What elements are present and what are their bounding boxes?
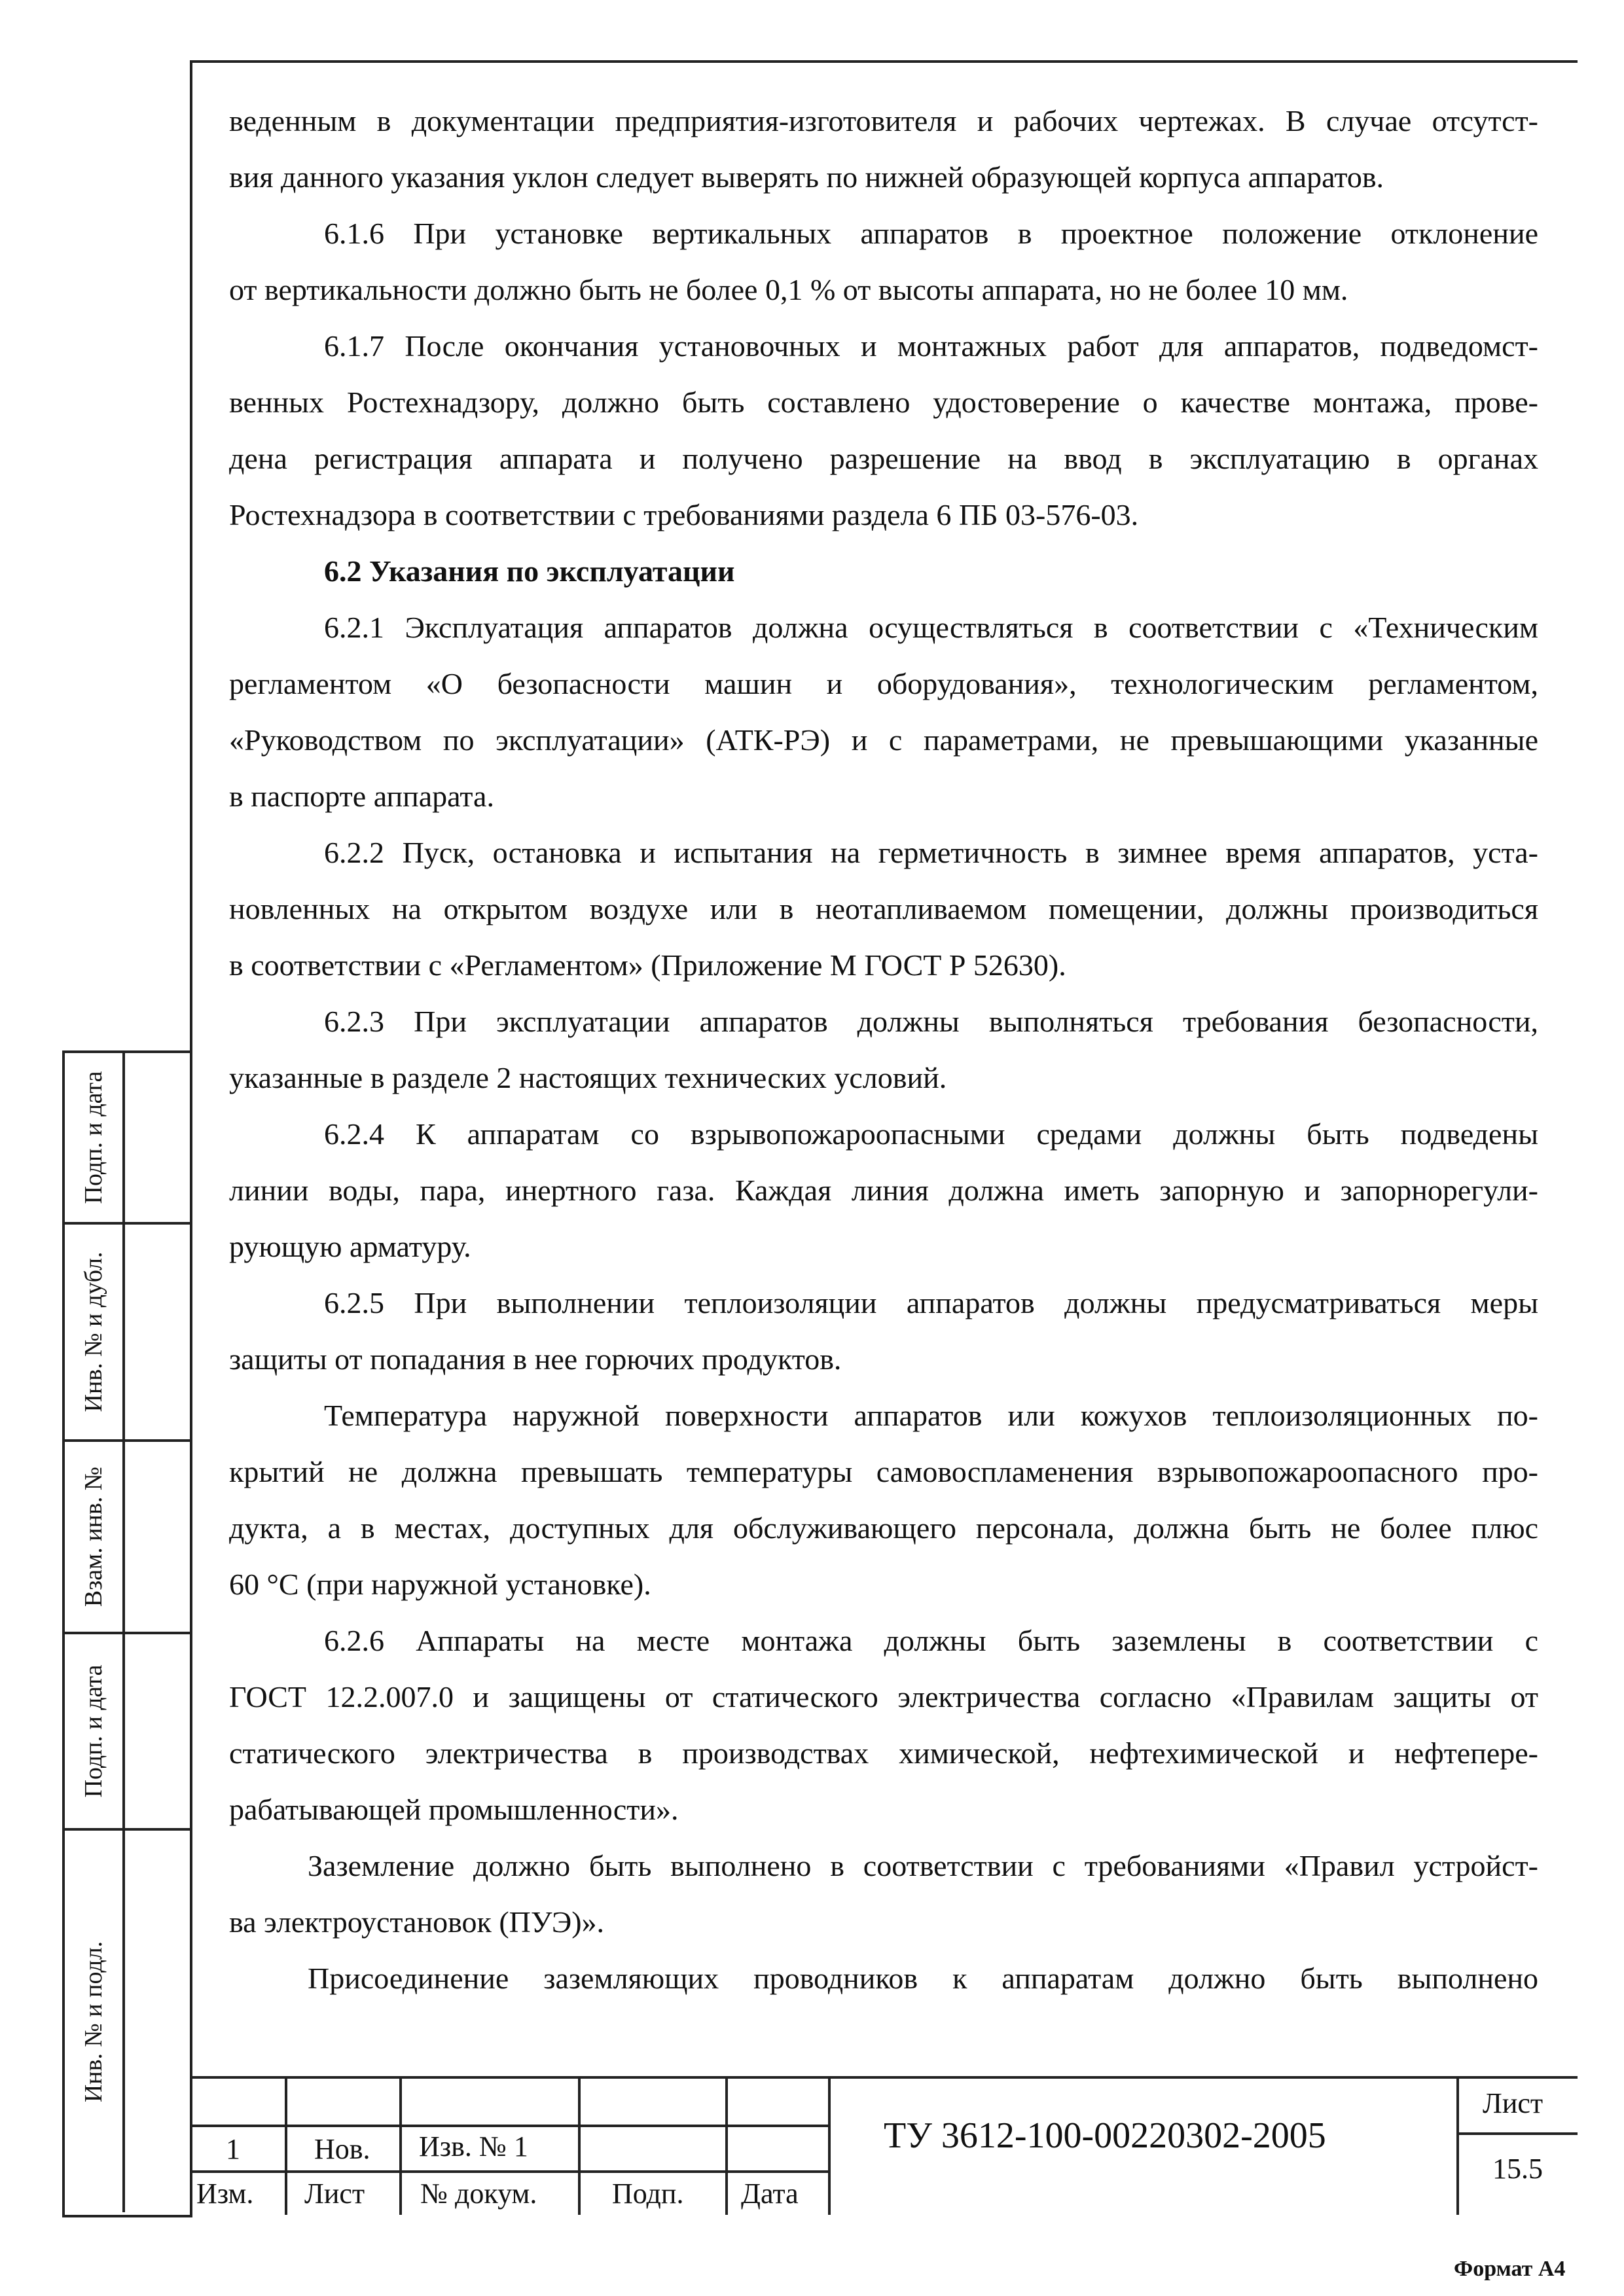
- col-label-change: Изм.: [196, 2178, 254, 2210]
- text-line: указанные в разделе 2 настоящих технических условий.: [229, 1061, 947, 1094]
- text-line: веденным в документации предприятия-изготовителя и рабочих чертежах. В случае отсутст-: [229, 104, 1538, 137]
- revision-sheet: Нов.: [314, 2133, 370, 2165]
- text-line: 6.2.3 При эксплуатации аппаратов должны выполняться требования безопасности,: [324, 1005, 1538, 1038]
- text-line: ГОСТ 12.2.007.0 и защищены от статического электричества согласно «Правилам защиты от: [229, 1680, 1538, 1713]
- side-cell-replace-inv: [65, 1442, 192, 1634]
- side-label: Подп. и дата: [80, 1664, 107, 1798]
- side-label: Взам. инв. №: [80, 1466, 107, 1607]
- text-line: защиты от попадания в нее горючих продуктов.: [229, 1342, 842, 1376]
- sheet-label: Лист: [1483, 2087, 1543, 2119]
- text-line: ва электроустановок (ПУЭ)».: [229, 1905, 605, 1939]
- col-label-doc: № докум.: [420, 2178, 537, 2210]
- col-label-sheet: Лист: [304, 2178, 365, 2210]
- text-line: рабатывающей промышленности».: [229, 1793, 679, 1826]
- text-line: в паспорте аппарата.: [229, 780, 494, 813]
- text-line: регламентом «О безопасности машин и оборудования», технологическим регламентом,: [229, 667, 1538, 700]
- text-line: 6.1.6 При установке вертикальных аппаратов в проектное положение отклонение: [324, 217, 1538, 250]
- text-line: 6.2.6 Аппараты на месте монтажа должны быть заземлены в соответствии с: [324, 1624, 1538, 1657]
- side-cell-inv-orig: [65, 1831, 192, 2212]
- col-label-sign: Подп.: [612, 2178, 684, 2210]
- text-line: Ростехнадзора в соответствии с требованиями раздела 6 ПБ 03-576-03.: [229, 498, 1139, 531]
- text-line: венных Ростехнадзору, должно быть составлено удостоверение о качестве монтажа, прове-: [229, 386, 1538, 419]
- text-line: рующую арматуру.: [229, 1230, 471, 1263]
- document-body: [229, 93, 1538, 2007]
- side-cell-sign-date-2: [65, 1634, 192, 1831]
- side-cell-inv-dupl: [65, 1225, 192, 1442]
- text-line: дукта, а в местах, доступных для обслуживающего персонала, должна быть не более плюс: [229, 1511, 1538, 1545]
- document-code: ТУ 3612-100-00220302-2005: [884, 2115, 1326, 2156]
- text-line: 6.2.5 При выполнении теплоизоляции аппаратов должны предусматриваться меры: [324, 1286, 1538, 1319]
- revision-doc: Изв. № 1: [419, 2130, 528, 2162]
- title-block: [190, 2076, 1578, 2215]
- text-line: вия данного указания уклон следует выверять по нижней образующей корпуса аппаратов.: [229, 160, 1384, 194]
- page-frame-top: [190, 60, 1578, 63]
- format-label: Формат А4: [1454, 2257, 1566, 2281]
- text-line: дена регистрация аппарата и получено разрешение на ввод в эксплуатацию в органах: [229, 442, 1538, 475]
- text-line: «Руководством по эксплуатации» (АТК-РЭ) и с параметрами, не превышающими указанные: [229, 723, 1538, 757]
- text-line: Заземление должно быть выполнено в соответствии с требованиями «Правил устройст-: [308, 1849, 1538, 1882]
- text-line: крытий не должна превышать температуры самовоспламенения взрывопожароопасного про-: [229, 1455, 1538, 1488]
- text-line: Присоединение заземляющих проводников к аппаратам должно быть выполнено: [308, 1962, 1538, 1995]
- text-line: 6.2.4 К аппаратам со взрывопожароопасными средами должны быть подведены: [324, 1117, 1538, 1151]
- side-cell-sign-date: [65, 1053, 192, 1225]
- text-line: в соответствии с «Регламентом» (Приложение М ГОСТ Р 52630).: [229, 948, 1066, 982]
- text-line: Температура наружной поверхности аппаратов или кожухов теплоизоляционных по-: [324, 1399, 1538, 1432]
- text-line: 6.2.1 Эксплуатация аппаратов должна осуществляться в соответствии с «Техническим: [324, 611, 1538, 644]
- revision-number: 1: [226, 2133, 240, 2165]
- text-line: 60 °С (при наружной установке).: [229, 1568, 651, 1601]
- section-heading: 6.2 Указания по эксплуатации: [324, 554, 735, 588]
- side-label: Инв. № и дубл.: [80, 1251, 107, 1412]
- side-label: Подп. и дата: [80, 1071, 107, 1204]
- side-stamp: [62, 1050, 192, 2217]
- paragraphs-6-2: [229, 600, 1538, 2007]
- text-line: 6.1.7 После окончания установочных и монтажных работ для аппаратов, подведомст-: [324, 329, 1538, 363]
- paragraphs-6-1: [229, 93, 1538, 543]
- text-line: 6.2.2 Пуск, остановка и испытания на герметичность в зимнее время аппаратов, уста-: [324, 836, 1538, 869]
- text-line: новленных на открытом воздухе или в неотапливаемом помещении, должны производиться: [229, 892, 1538, 925]
- text-line: линии воды, пара, инертного газа. Каждая линия должна иметь запорную и запорнорегули-: [229, 1174, 1538, 1207]
- sheet-number: 15.5: [1492, 2153, 1543, 2185]
- text-line: статического электричества в производствах химической, нефтехимической и нефтепере-: [229, 1736, 1538, 1770]
- text-line: от вертикальности должно быть не более 0,1 % от высоты аппарата, но не более 10 мм.: [229, 273, 1348, 306]
- col-label-date: Дата: [741, 2178, 799, 2210]
- side-label: Инв. № и подл.: [80, 1941, 107, 2102]
